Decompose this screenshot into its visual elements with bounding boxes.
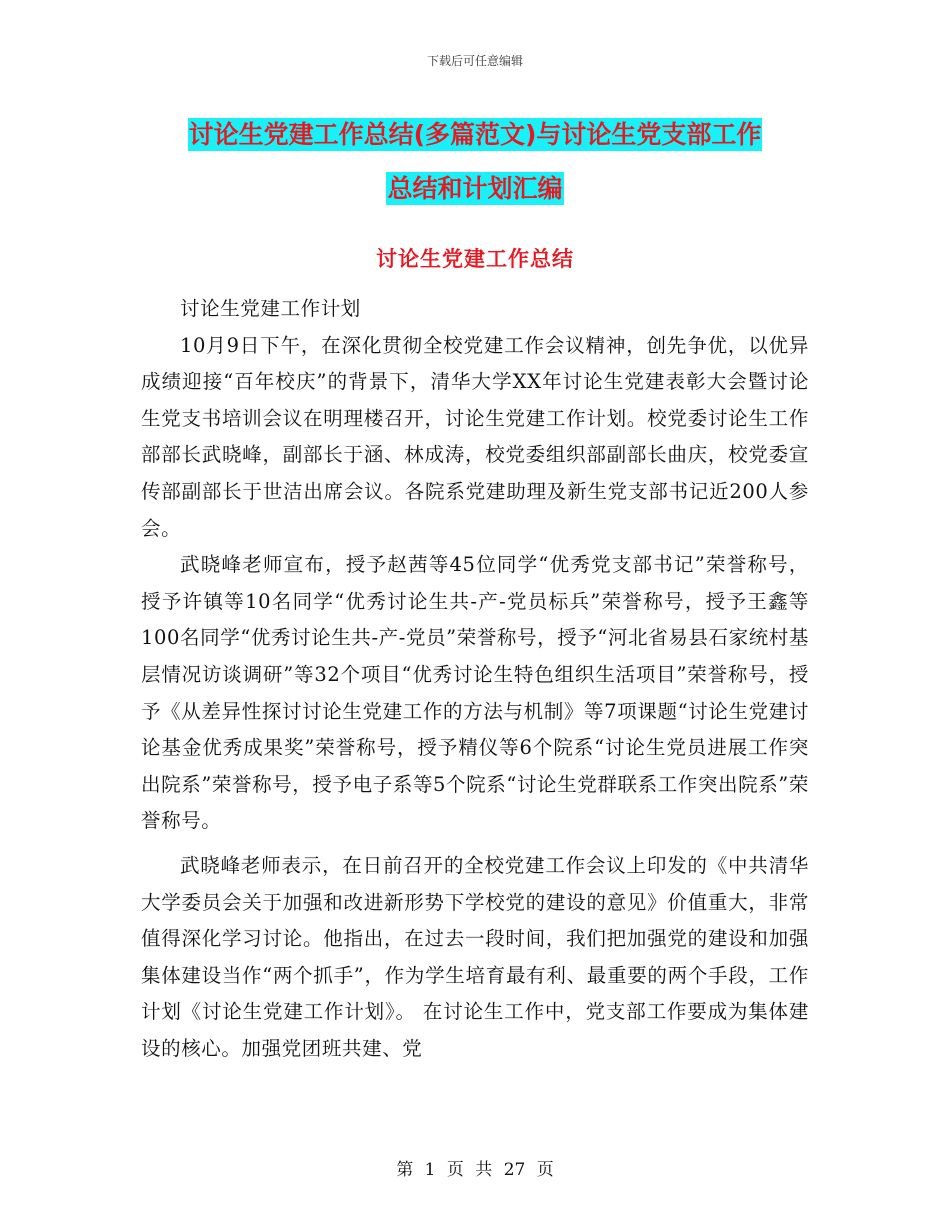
section-title: 讨论生党建工作总结	[376, 247, 574, 271]
paragraph-1: 10月9日下午，在深化贯彻全校党建工作会议精神，创先争优，以优异成绩迎接“百年校庆”的背景下，清华大学XX年讨论生党建表彰大会暨讨论生党支书培训会议在明理楼召开，讨论生党建工作计划。校党委讨论生工作部部长武晓峰，副部长于涵、林成涛，校党委组织部副部长曲庆，校党委宣传部副部长于世洁出席会议。各院系党建助理及新生党支部书记近200人参会。	[141, 333, 809, 540]
paragraph-2: 武晓峰老师宣布，授予赵茜等45位同学“优秀党支部书记”荣誉称号，授予许镇等10名同学“优秀讨论生共-产-党员标兵”荣誉称号，授予王鑫等100名同学“优秀讨论生共-产-党员”荣誉称号，授予“河北省易县石家统村基层情况访谈调研”等32个项目“优秀讨论生特色组织生活项目”荣誉称号，授予《从差异性探讨讨论生党建工作的方法与机制》等7项课题“讨论生党建讨论基金优秀成果奖”荣誉称号，授予精仪等6个院系“讨论生党员进展工作突出院系”荣誉称号，授予电子系等5个院系“讨论生党群联系工作突出院系”荣誉称号。	[141, 553, 810, 833]
document-body	[141, 291, 809, 1067]
page-number-footer: 第 1 页 共 27 页	[396, 1160, 554, 1180]
title-line-1: 讨论生党建工作总结(多篇范文)与讨论生党支部工作	[188, 120, 762, 149]
paragraph-3: 武晓峰老师表示，在日前召开的全校党建工作会议上印发的《中共清华大学委员会关于加强和改进新形势下学校党的建设的意见》价值重大，非常值得深化学习讨论。他指出，在过去一段时间，我们把加强党的建设和加强集体建设当作“两个抓手”，作为学生培育最有利、最重要的两个手段，工作计划《讨论生党建工作计划》。 在讨论生工作中，党支部工作要成为集体建设的核心。加强党团班共建、党	[141, 853, 809, 1060]
page-header-note: 下载后可任意编辑	[426, 54, 523, 68]
paragraph-plan-heading: 讨论生党建工作计划	[180, 297, 361, 320]
title-line-2: 总结和计划汇编	[387, 174, 563, 203]
document-title	[120, 108, 830, 216]
